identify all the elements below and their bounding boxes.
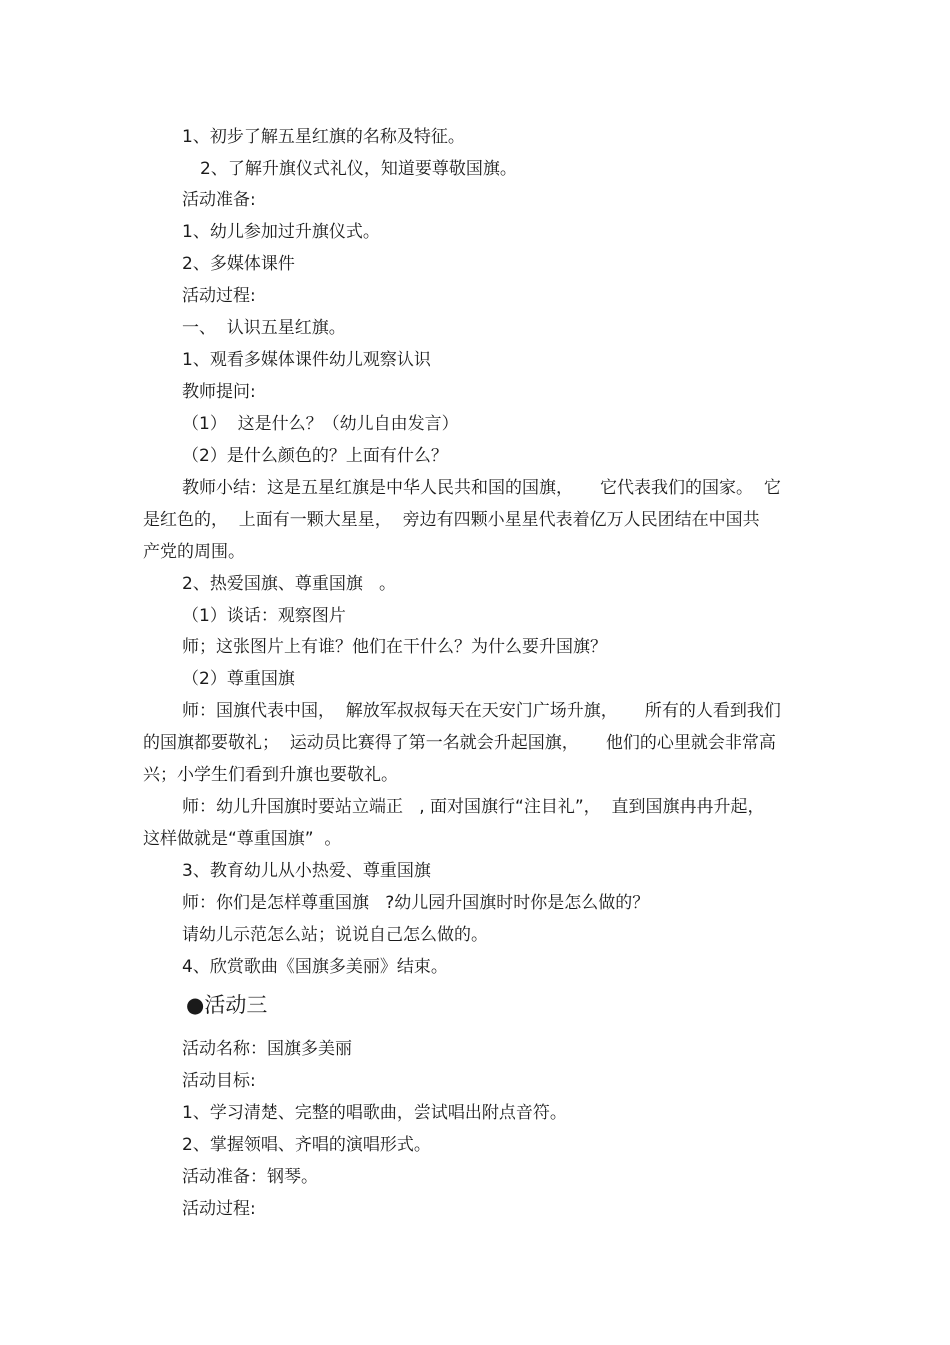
text-line: 师：幼儿升国旗时要站立端正 , 面对国旗行“注目礼”， 直到国旗冉冉升起， <box>182 797 765 817</box>
text-line: 1、观看多媒体课件幼儿观察认识 <box>182 350 431 370</box>
text-line: 2、了解升旗仪式礼仪，知道要尊敬国旗。 <box>200 159 517 179</box>
text-line: 活动目标: <box>182 1071 256 1091</box>
text-line: 这样做就是“尊重国旗” 。 <box>143 829 342 849</box>
text-line: （2）是什么颜色的？上面有什么？ <box>182 446 448 466</box>
text-line: 4、欣赏歌曲《国旗多美丽》结束。 <box>182 957 448 977</box>
text-line: 活动准备：钢琴。 <box>182 1167 318 1187</box>
text-line: 一、 认识五星红旗。 <box>182 318 346 338</box>
text-line: 3、教育幼儿从小热爱、尊重国旗 <box>182 861 431 881</box>
text-line: 1、学习清楚、完整的唱歌曲，尝试唱出附点音符。 <box>182 1103 567 1123</box>
text-line: 请幼儿示范怎么站；说说自己怎么做的。 <box>182 925 488 945</box>
text-line: （1）谈话：观察图片 <box>182 606 346 626</box>
section-heading: ●活动三 <box>186 993 268 1017</box>
text-line: 活动过程: <box>182 286 256 306</box>
text-line: 是红色的， 上面有一颗大星星， 旁边有四颗小星星代表着亿万人民团结在中国共 <box>143 510 760 530</box>
text-line: 活动名称：国旗多美丽 <box>182 1039 352 1059</box>
text-line: 产党的周围。 <box>143 542 245 562</box>
text-line: 师；这张图片上有谁？他们在干什么？为什么要升国旗？ <box>182 637 607 657</box>
text-line: （1） 这是什么？（幼儿自由发言） <box>182 414 459 434</box>
text-line: 教师小结：这是五星红旗是中华人民共和国的国旗， 它代表我们的国家。 它 <box>182 478 781 498</box>
text-line: 2、热爱国旗、尊重国旗 。 <box>182 574 397 594</box>
text-line: 2、多媒体课件 <box>182 254 295 274</box>
text-line: 兴；小学生们看到升旗也要敬礼。 <box>143 765 398 785</box>
text-line: 2、掌握领唱、齐唱的演唱形式。 <box>182 1135 431 1155</box>
text-line: 师：你们是怎样尊重国旗 ?幼儿园升国旗时时你是怎么做的？ <box>182 893 650 913</box>
text-line: 教师提问: <box>182 382 256 402</box>
text-line: 活动准备: <box>182 190 256 210</box>
text-line: 师：国旗代表中国， 解放军叔叔每天在天安门广场升旗， 所有的人看到我们 <box>182 701 781 721</box>
text-line: 的国旗都要敬礼； 运动员比赛得了第一名就会升起国旗， 他们的心里就会非常高 <box>143 733 776 753</box>
text-line: 1、初步了解五星红旗的名称及特征。 <box>182 127 465 147</box>
text-line: 活动过程: <box>182 1199 256 1219</box>
text-line: （2）尊重国旗 <box>182 669 295 689</box>
text-line: 1、幼儿参加过升旗仪式。 <box>182 222 380 242</box>
